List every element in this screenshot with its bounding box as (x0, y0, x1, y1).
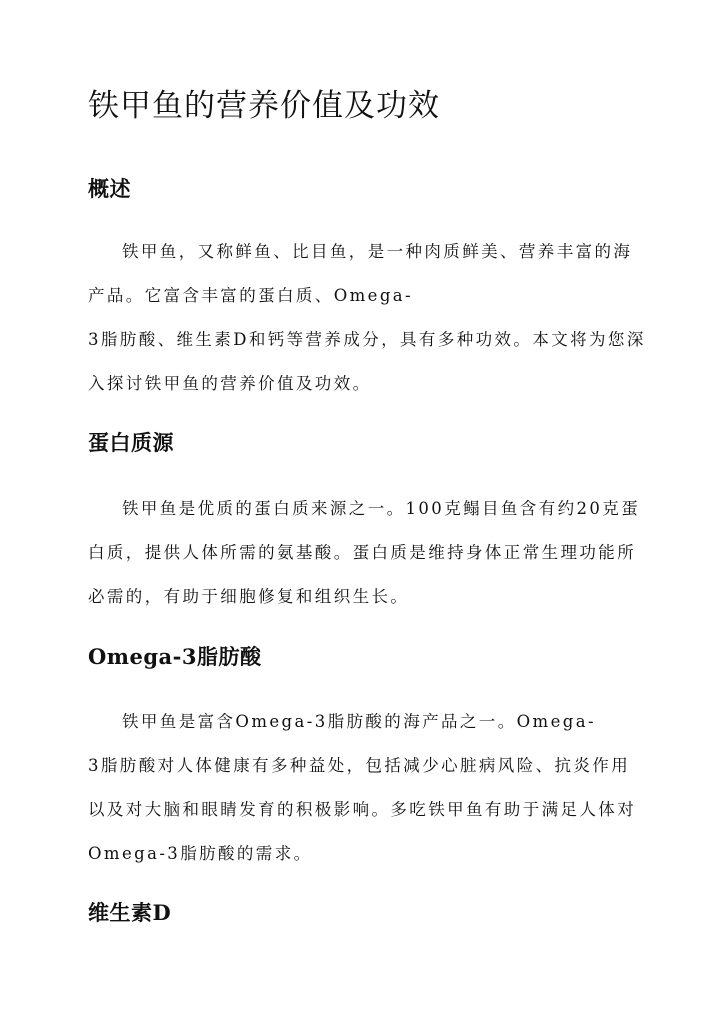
paragraph-line: 入探讨铁甲鱼的营养价值及功效。 (88, 374, 372, 393)
paragraph-line: Omega-3脂肪酸的需求。 (88, 844, 313, 863)
section-heading-omega3: Omega-3脂肪酸 (88, 644, 262, 669)
paragraph-line: 铁甲鱼是优质的蛋白质来源之一。100克鳎目鱼含有约20克蛋 (122, 499, 641, 518)
section-heading-vitamin-d: 维生素D (88, 900, 172, 925)
paragraph-line: 白质，提供人体所需的氨基酸。蛋白质是维持身体正常生理功能所 (88, 543, 637, 562)
paragraph-line: 铁甲鱼，又称鲜鱼、比目鱼，是一种肉质鲜美、营养丰富的海 (122, 242, 633, 261)
paragraph-line: 3脂肪酸对人体健康有多种益处，包括减少心脏病风险、抗炎作用 (88, 756, 631, 775)
paragraph-line: 必需的，有助于细胞修复和组织生长。 (88, 587, 410, 606)
section-heading-protein: 蛋白质源 (88, 430, 174, 455)
paragraph-line: 以及对大脑和眼睛发育的积极影响。多吃铁甲鱼有助于满足人体对 (88, 800, 637, 819)
paragraph-line: 铁甲鱼是富含Omega-3脂肪酸的海产品之一。Omega- (122, 712, 596, 731)
section-body-overview (88, 230, 646, 406)
section-heading-overview: 概述 (88, 176, 131, 201)
paragraph-line: 产品。它富含丰富的蛋白质、Omega- (88, 286, 414, 305)
section-body-protein (88, 487, 641, 619)
section-body-omega3 (88, 700, 637, 876)
page-title: 铁甲鱼的营养价值及功效 (88, 88, 440, 124)
paragraph-line: 3脂肪酸、维生素D和钙等营养成分，具有多种功效。本文将为您深 (88, 330, 646, 349)
